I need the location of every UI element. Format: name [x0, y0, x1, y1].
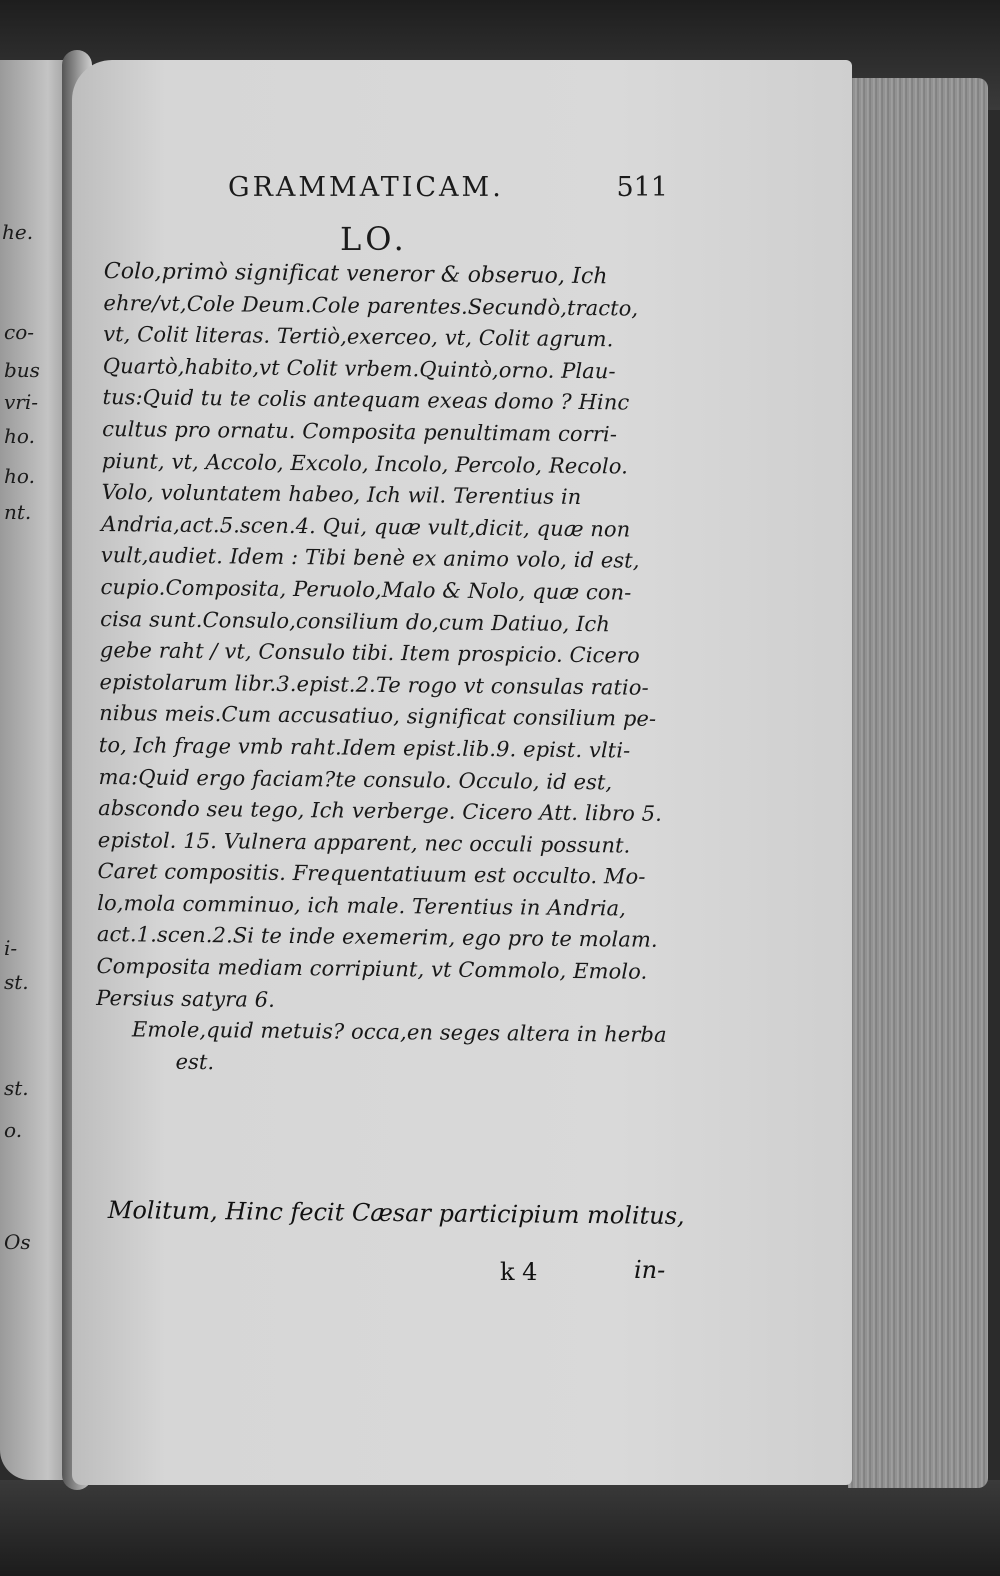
left-fragment: nt. [4, 500, 32, 524]
text-line: Andria,act.5.scen.4. Qui, quæ vult,dicit, quæ non [101, 511, 631, 542]
text-line: Emole,quid metuis? occa,en seges altera in herba [131, 1017, 667, 1048]
text-line: epistol. 15. Vulnera apparent, nec occuli possunt. [97, 827, 631, 858]
text-line: ma:Quid ergo faciam?te consulo. Occulo, id est, [98, 764, 613, 794]
signature-mark: k 4 [500, 1258, 538, 1286]
text-line: ehre/vt,Cole Deum.Cole parentes.Secundò,tracto, [103, 290, 639, 321]
text-line: vult,audiet. Idem : Tibi benè ex animo volo, id est, [100, 543, 640, 573]
left-fragment: st. [4, 970, 29, 994]
catchword: in- [634, 1256, 666, 1284]
running-head: GRAMMATICAM. [228, 172, 504, 203]
text-line: Persius satyra 6. [96, 985, 276, 1012]
text-line: nibus meis.Cum accusatiuo, significat consilium pe- [99, 701, 657, 732]
text-line: cultus pro ornatu. Composita penultimam corri- [102, 416, 618, 447]
text-line: abscondo seu tego, Ich verberge. Cicero Att. libro 5. [98, 796, 663, 826]
left-fragment: vri- [4, 390, 39, 414]
text-line: est. [175, 1049, 215, 1075]
body-text [95, 256, 684, 1083]
text-line: cisa sunt.Consulo,consilium do,cum Datiuo, Ich [100, 606, 611, 636]
backdrop-bottom [0, 1480, 1000, 1576]
text-line: vt, Colit literas. Tertiò,exerceo, vt, Colit agrum. [103, 322, 614, 352]
text-line: Volo, voluntatem habeo, Ich wil. Terentius in [101, 480, 582, 510]
text-line: epistolarum libr.3.epist.2.Te rogo vt consulas ratio- [99, 669, 649, 700]
left-fragment: ho. [4, 424, 35, 448]
left-fragment: st. [4, 1076, 29, 1100]
text-line: lo,mola comminuo, ich male. Terentius in Andria, [97, 890, 627, 921]
page-header [228, 172, 668, 212]
left-fragment: co- [4, 320, 34, 344]
text-line: to, Ich frage vmb raht.Idem epist.lib.9. epist. vlti- [98, 732, 631, 763]
left-fragment: he. [2, 220, 34, 244]
footer-line: Molitum, Hinc fecit Cæsar participium molitus, [107, 1196, 685, 1231]
page-number: 511 [616, 172, 668, 203]
left-fragment: o. [4, 1118, 23, 1142]
left-fragment: ho. [4, 464, 35, 488]
left-fragment: i- [4, 936, 18, 960]
text-line: Caret compositis. Frequentatiuum est occulto. Mo- [97, 859, 646, 889]
text-line: piunt, vt, Accolo, Excolo, Incolo, Percolo, Recolo. [101, 448, 629, 479]
text-line: tus:Quid tu te colis antequam exeas domo ? Hinc [102, 385, 630, 415]
page-edges [848, 78, 988, 1488]
text-line: cupio.Composita, Peruolo,Malo & Nolo, quæ con- [100, 574, 632, 605]
left-fragment: bus [4, 358, 40, 382]
left-fragment: Os [4, 1230, 31, 1254]
section-title: LO. [340, 220, 408, 258]
text-line: gebe raht / vt, Consulo tibi. Item prospicio. Cicero [99, 638, 641, 668]
text-line: Quartò,habito,vt Colit vrbem.Quintò,orno. Plau- [102, 353, 616, 384]
text-line: Colo,primò significat veneror & obseruo, Ich [103, 258, 608, 290]
text-line: Composita mediam corripiunt, vt Commolo, Emolo. [96, 954, 648, 984]
text-line: act.1.scen.2.Si te inde exemerim, ego pro te molam. [96, 922, 658, 953]
